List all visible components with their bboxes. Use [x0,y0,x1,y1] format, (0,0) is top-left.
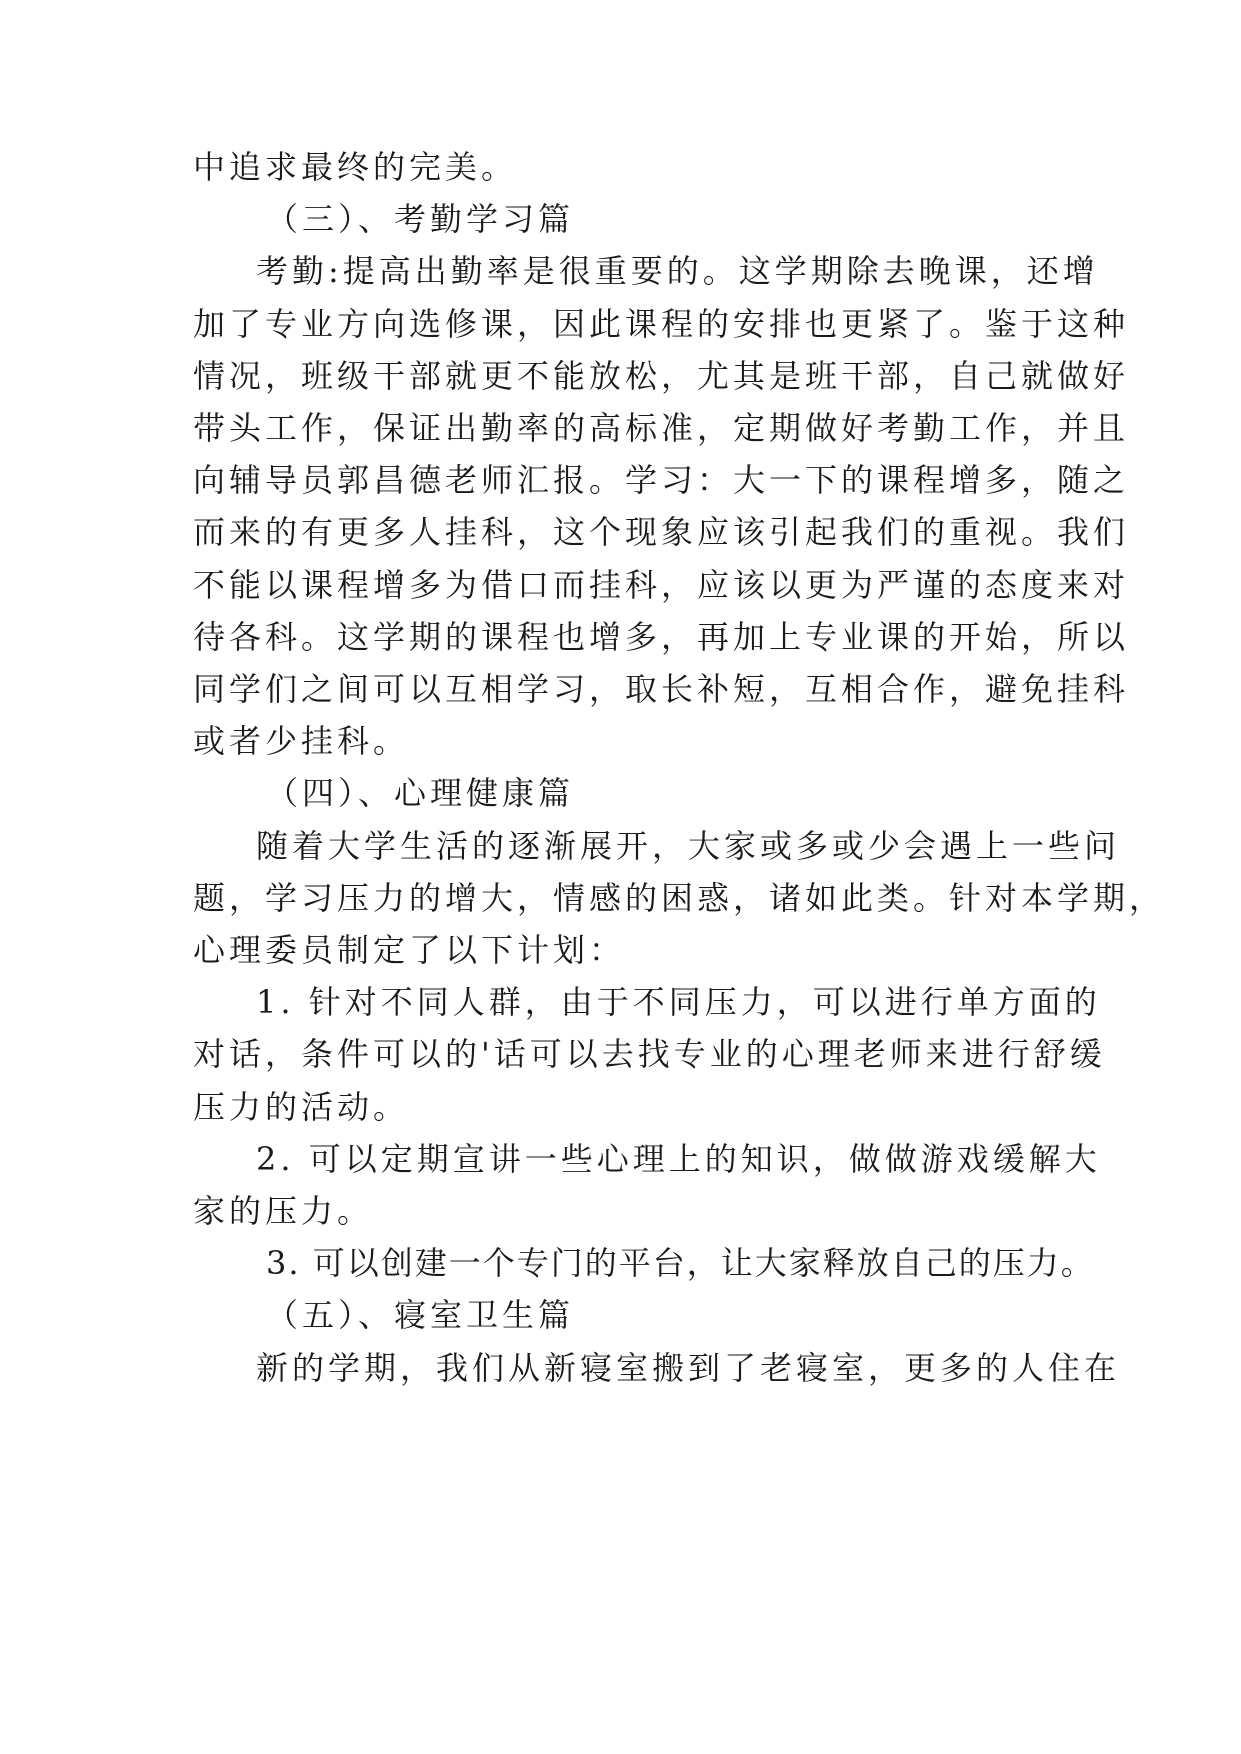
list-item-line: 1. 针对不同人群，由于不同压力，可以进行单方面的 [256,983,1101,1021]
paragraph-line: 或者少挂科。 [193,722,410,760]
paragraph-line: 新的学期，我们从新寝室搬到了老寝室，更多的人住在 [256,1349,1121,1387]
paragraph-line: 压力的活动。 [193,1088,410,1126]
paragraph-line: 中追求最终的完美。 [193,148,518,186]
paragraph-line: 加了专业方向选修课，因此课程的安排也更紧了。鉴于这种 [193,305,1130,343]
section-heading-attendance-study: （三）、考勤学习篇 [266,200,575,238]
paragraph-line: 而来的有更多人挂科，这个现象应该引起我们的重视。我们 [193,513,1130,551]
paragraph-line: 不能以课程增多为借口而挂科，应该以更为严谨的态度来对 [193,566,1130,604]
list-item-line: 3. 可以创建一个专门的平台，让大家释放自己的压力。 [266,1244,1095,1282]
paragraph-line: 家的压力。 [193,1192,374,1230]
paragraph-line: 情况，班级干部就更不能放松，尤其是班干部，自己就做好 [193,357,1130,395]
section-heading-mental-health: （四）、心理健康篇 [266,774,575,812]
section-heading-dorm-hygiene: （五）、寝室卫生篇 [266,1296,575,1334]
list-item-line: 2. 可以定期宣讲一些心理上的知识，做做游戏缓解大 [256,1140,1101,1178]
paragraph-line: 心理委员制定了以下计划： [193,931,626,969]
paragraph-line: 带头工作，保证出勤率的高标准，定期做好考勤工作，并且 [193,409,1130,447]
paragraph-line: 向辅导员郭昌德老师汇报。学习：大一下的课程增多，随之 [193,461,1130,499]
paragraph-line: 待各科。这学期的课程也增多，再加上专业课的开始，所以 [193,618,1130,656]
paragraph-line: 考勤:提高出勤率是很重要的。这学期除去晚课，还增 [256,252,1099,290]
paragraph-line: 题，学习压力的增大，情感的困惑，诸如此类。针对本学期， [193,879,1166,917]
paragraph-line: 同学们之间可以互相学习，取长补短，互相合作，避免挂科 [193,670,1130,708]
paragraph-line: 对话，条件可以的'话可以去找专业的心理老师来进行舒缓 [193,1035,1106,1073]
paragraph-line: 随着大学生活的逐渐展开，大家或多或少会遇上一些问 [256,827,1121,865]
